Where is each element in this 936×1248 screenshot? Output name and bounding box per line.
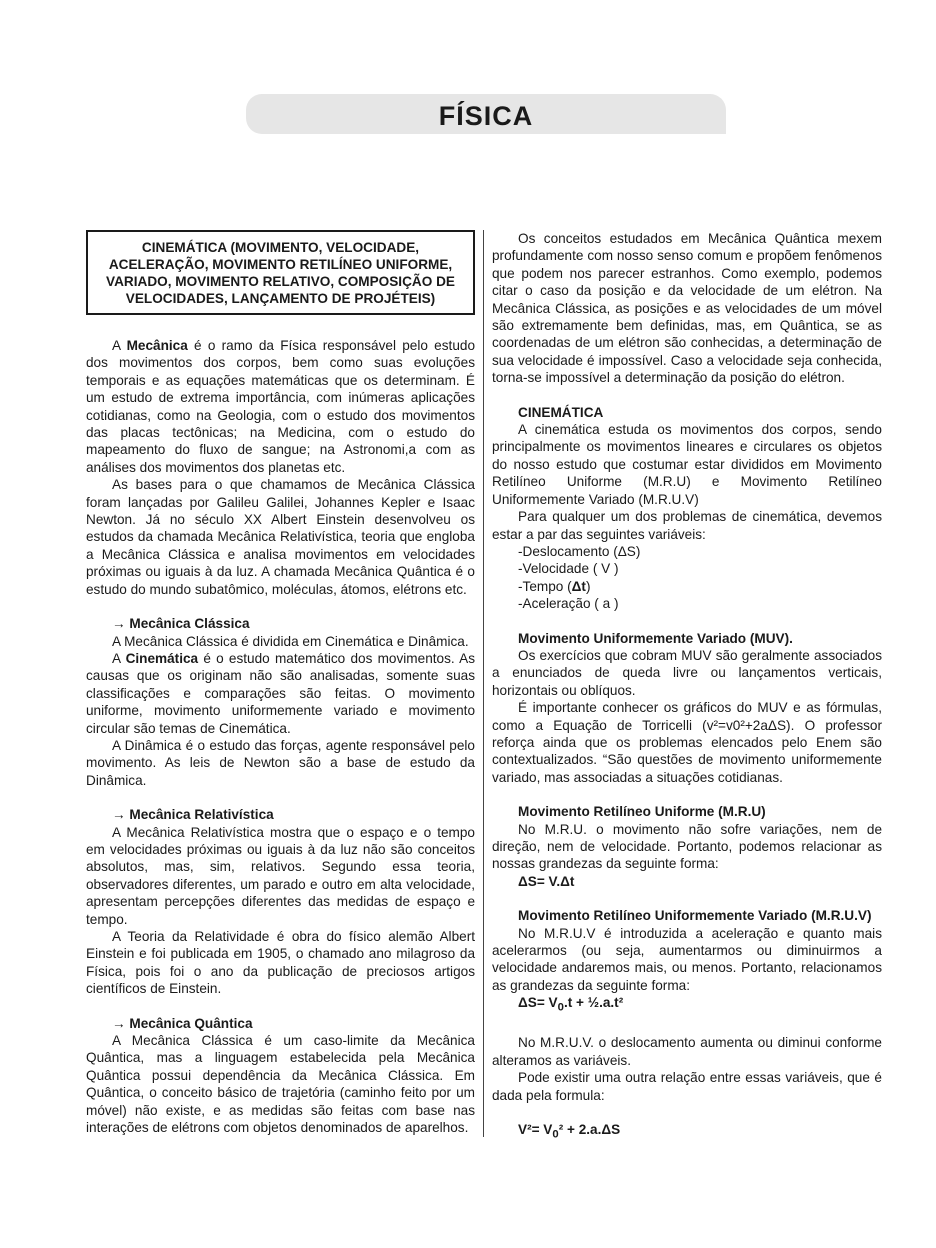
formula-mruv-deslocamento: $\Delta S= V_0.t$ + ½.a.t²	[518, 995, 624, 1014]
paragraph-dinamica: A Dinâmica é o estudo das forças, agente responsável pelo movimento. As leis de Newton são a base de estudo da Dinâmica.	[86, 737, 475, 788]
left-column	[86, 230, 475, 1136]
right-column	[492, 230, 882, 1144]
formula-torricelli: $V^2= V_0^2 + 2.a.\Delta S$	[518, 1122, 621, 1141]
paragraph-relatividade: A Teoria da Relatividade é obra do físico alemão Albert Einstein e foi publicada em 1905, o chamado ano milagroso da Física, pois foi o ano da publicação de preciosos artigos científicos de Einstein.	[86, 929, 475, 997]
page-title: FÍSICA	[438, 101, 534, 131]
heading-mecanica-classica: → Mecânica Clássica	[112, 616, 250, 632]
header-band	[246, 94, 726, 134]
list-item-aceleracao: -Aceleração ( a )	[518, 596, 619, 612]
paragraph-bases: As bases para o que chamamos de Mecânica Clássica foram lançadas por Galileu Galilei, Johannes Kepler e Isaac Newton. Já no século XX Albert Einstein desenvolveu os estudos da chamada Mecânica Relativística, teoria que engloba a Mecânica Clássica e analisa movimentos em velocidades próximas ou iguais à da luz. A chamada Mecânica Quântica é o estudo do mundo subatômico, moléculas, átomos, elétrons etc.	[86, 477, 475, 597]
heading-cinematica: CINEMÁTICA	[518, 404, 604, 420]
paragraph-divisao: A Mecânica Clássica é dividida em Cinemática e Dinâmica.	[112, 633, 469, 649]
list-item-velocidade: -Velocidade ( V )	[518, 561, 619, 577]
heading-mecanica-quantica: → Mecânica Quântica	[112, 1015, 253, 1031]
paragraph-conceitos-quantica: Os conceitos estudados em Mecânica Quântica mexem profundamente com nosso senso comum e propõem fenômenos que podem nos parecer estranhos. Como exemplo, podemos citar o caso da posição e da velocidade de um elétron. Na Mecânica Clássica, as posições e as velocidades de um móvel são extremamente bem definidas, mas, em Quântica, se as coordenadas de um elétron são conhecidas, a determinação de sua velocidade é impossível. Caso a velocidade seja conhecida, torna-se impossível a determinação da posição do elétron.	[492, 231, 882, 386]
paragraph-cinematica: A Cinemática é o estudo matemático dos movimentos. As causas que os originam não são analisadas, somente suas classificações e comparações são feitas. O movimento uniforme, movimento uniformemente variado e movimento circular são temas de Cinemática.	[86, 650, 476, 736]
paragraph-cinematica-estuda: A cinemática estuda os movimentos dos corpos, sendo principalmente os movimentos lineares e circulares os objetos do nosso estudo que costumar estar divididos em Movimento Retilíneo Uniforme (M.R.U) e Movimento Retilíneo Uniformemente Variado (M.R.U.V)	[492, 422, 882, 507]
term-cinematica: Cinemática	[125, 650, 199, 666]
paragraph-variaveis: Para qualquer um dos problemas de cinemática, devemos estar a par das seguintes variáveis:	[492, 509, 882, 542]
heading-mecanica-relativistica: → Mecânica Relativística	[112, 807, 274, 823]
paragraph-mru: No M.R.U. o movimento não sofre variações, nem de direção, nem de velocidade. Portanto, podemos relacionar as nossas grandezas da seguinte forma:	[492, 821, 882, 872]
paragraph-mruv: No M.R.U.V é introduzida a aceleração e quanto mais acelerarmos (ou seja, aumentarmos ou diminuirmos a velocidade andaremos mais, ou menos. Portanto, relacionamos as grandezas da seguinte forma:	[492, 925, 882, 993]
term-mecanica: Mecânica	[126, 338, 188, 353]
paragraph-relativistica: A Mecânica Relativística mostra que o espaço e o tempo em velocidades próximas ou iguais à da luz não são conceitos absolutos, mas, sim, relativos. Segundo essa teoria, observadores diferentes, um parado e outro em alta velocidade, apresentam percepções diferentes das medidas de espaço e tempo.	[86, 824, 475, 927]
heading-mru: Movimento Retilíneo Uniforme (M.R.U)	[518, 804, 766, 820]
paragraph-mruv-variaveis: No M.R.U.V. o deslocamento aumenta ou diminui conforme alteramos as variáveis.	[492, 1035, 882, 1068]
formula-mru: ΔS= V.Δt	[518, 873, 575, 889]
list-item-deslocamento: -Deslocamento (ΔS)	[518, 543, 641, 559]
section-title-box: CINEMÁTICA (MOVIMENTO, VELOCIDADE, ACELERAÇÃO, MOVIMENTO RETILÍNEO UNIFORME, VARIADO, MOVIMENTO RELATIVO, COMPOSIÇÃO DE VELOCIDADES, LANÇAMENTO DE PROJÉTEIS)	[86, 230, 475, 315]
paragraph-outra-relacao: Pode existir uma outra relação entre essas variáveis, que é dada pela formula:	[492, 1070, 882, 1103]
paragraph-muv-graficos: É importante conhecer os gráficos do MUV e as fórmulas, como a Equação de Torricelli (v²=v0²+2aΔS). O professor reforça ainda que os problemas elencados pelo Enem são contextualizados. “São questões de movimento uniformemente variado, mas associadas a situações cotidianas.	[492, 700, 882, 785]
column-divider	[483, 230, 484, 1137]
list-item-tempo: -Tempo (Δt)	[518, 578, 591, 594]
paragraph-muv-exercicios: Os exercícios que cobram MUV são geralmente associados a enunciados de queda livre ou lançamentos verticais, horizontais ou oblíquos.	[492, 647, 882, 698]
paragraph-mecanica: A Mecânica é o ramo da Física responsável pelo estudo dos movimentos dos corpos, bem como suas evoluções temporais e as equações matemáticas que os determinam. É um estudo de extrema importância, com inúmeras aplicações cotidianas, como na Geologia, com o estudo dos movimentos das placas tectônicas; na Medicina, com o estudo do mapeamento do fluxo de sangue; na Astronomi,a com as análises dos movimentos dos planetas etc.	[86, 338, 475, 475]
heading-mruv: Movimento Retilíneo Uniformemente Variado (M.R.U.V)	[518, 908, 872, 924]
heading-muv: Movimento Uniformemente Variado (MUV).	[518, 630, 793, 646]
paragraph-quantica: A Mecânica Clássica é um caso-limite da Mecânica Quântica, mas a linguagem estabelecida pela Mecânica Quântica possui dependência da Mecânica Clássica. Em Quântica, o conceito básico de trajetória (caminho feito por um móvel) não existe, e as medidas são feitas com base nas interações de elétrons com objetos denominados de aparelhos.	[86, 1033, 475, 1136]
